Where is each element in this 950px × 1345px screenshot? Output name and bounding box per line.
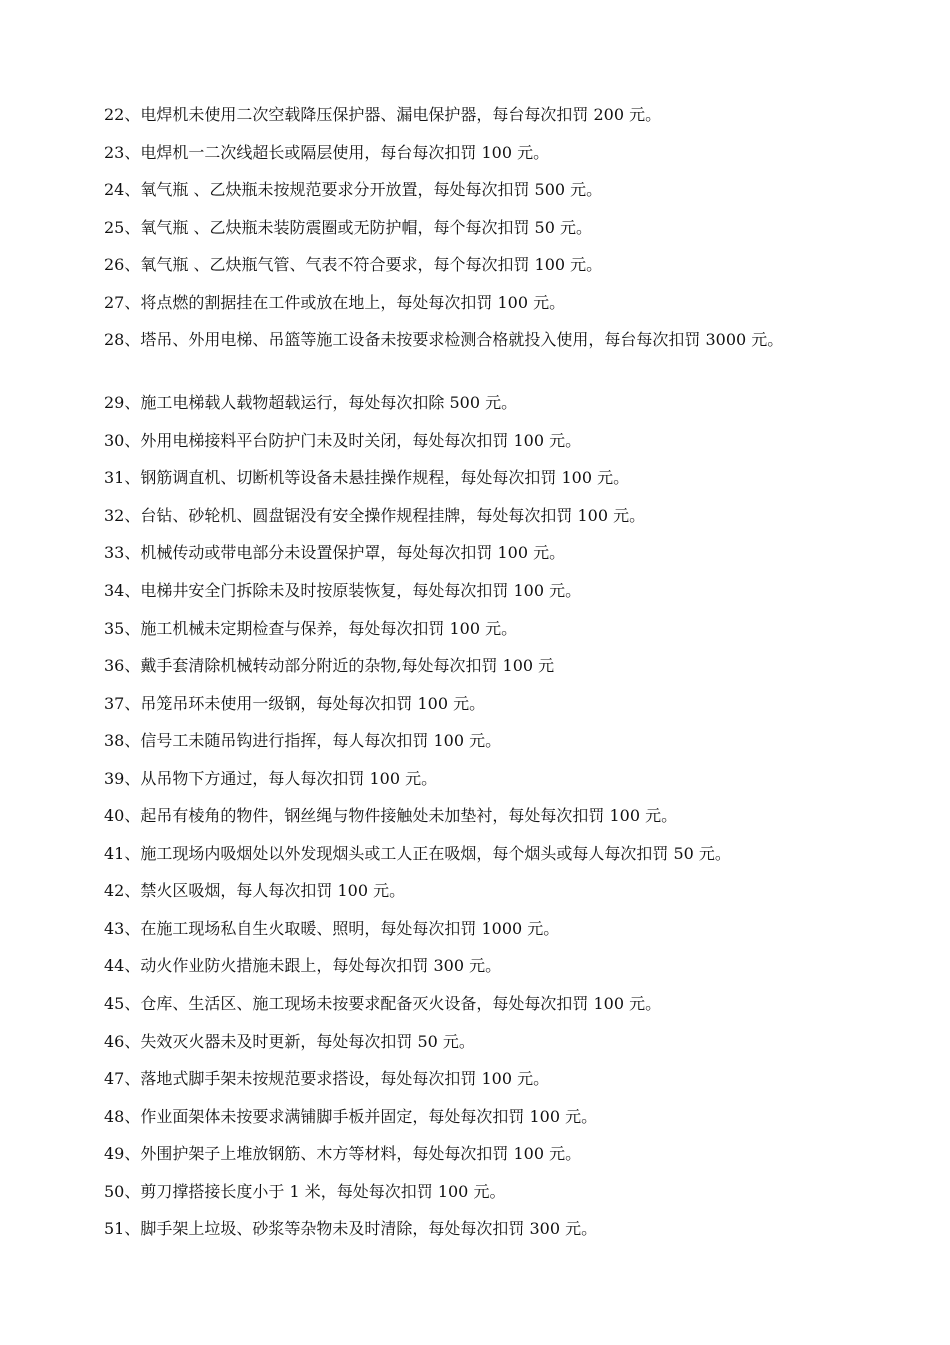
rule-number: 32 <box>104 505 125 525</box>
rule-text: 电焊机未使用二次空载降压保护器、漏电保护器，每台每次扣罚 200 元。 <box>140 105 662 124</box>
rule-number: 46 <box>104 1031 125 1051</box>
rule-number: 49 <box>104 1144 125 1164</box>
rule-number: 31 <box>104 468 125 488</box>
rule-item-24: 24 、 氧气瓶 、乙炔瓶未按规范要求分开放置，每处每次扣罚 500 元。 <box>104 178 864 216</box>
rule-number: 24 <box>104 180 125 200</box>
rule-number: 47 <box>104 1069 125 1089</box>
rule-number: 43 <box>104 918 125 938</box>
rule-number: 23 <box>104 142 125 162</box>
rule-item-36: 36 、 戴手套清除机械转动部分附近的杂物,每处每次扣罚 100 元 <box>104 654 864 692</box>
rule-text: 在施工现场私自生火取暖、照明，每处每次扣罚 1000 元。 <box>140 918 560 938</box>
rule-number: 30 <box>104 430 125 450</box>
rule-text: 施工现场内吸烟处以外发现烟头或工人正在吸烟，每个烟头或每人每次扣罚 50 元。 <box>140 843 731 863</box>
rule-item-48: 48 、 作业面架体未按要求满铺脚手板并固定，每处每次扣罚 100 元。 <box>104 1105 864 1143</box>
rule-item-46: 46 、 失效灭火器未及时更新，每处每次扣罚 50 元。 <box>104 1030 864 1068</box>
rule-text: 作业面架体未按要求满铺脚手板并固定，每处每次扣罚 100 元。 <box>140 1106 598 1126</box>
rule-item-32: 32 、 台钻、砂轮机、圆盘锯没有安全操作规程挂牌，每处每次扣罚 100 元。 <box>104 504 864 542</box>
rule-item-43: 43 、 在施工现场私自生火取暖、照明，每处每次扣罚 1000 元。 <box>104 917 864 955</box>
rule-number: 50 <box>104 1181 125 1201</box>
rule-text: 电焊机一二次线超长或隔层使用，每台每次扣罚 100 元。 <box>140 142 550 162</box>
rule-text: 禁火区吸烟，每人每次扣罚 100 元。 <box>140 881 406 901</box>
rule-number: 48 <box>104 1106 125 1126</box>
rule-item-26: 26 、 氧气瓶 、乙炔瓶气管、气表不符合要求，每个每次扣罚 100 元。 <box>104 253 864 291</box>
penalty-rule-list <box>104 103 864 1255</box>
rule-number: 35 <box>104 618 125 638</box>
rule-text: 脚手架上垃圾、砂浆等杂物未及时清除，每处每次扣罚 300 元。 <box>140 1219 598 1239</box>
rule-number: 45 <box>104 994 125 1014</box>
rule-text: 剪刀撑搭接长度小于 1 米，每处每次扣罚 100 元。 <box>140 1181 506 1201</box>
rule-text: 起吊有棱角的物件，钢丝绳与物件接触处未加垫衬，每处每次扣罚 100 元。 <box>140 806 678 826</box>
rule-number: 36 <box>104 656 125 676</box>
rule-item-38: 38 、 信号工未随吊钩进行指挥，每人每次扣罚 100 元。 <box>104 729 864 767</box>
rule-number: 37 <box>104 693 125 713</box>
rule-text: 吊笼吊环未使用一级钢，每处每次扣罚 100 元。 <box>140 693 486 713</box>
rule-text: 将点燃的割据挂在工件或放在地上，每处每次扣罚 100 元。 <box>140 292 566 312</box>
rule-text: 失效灭火器未及时更新，每处每次扣罚 50 元。 <box>140 1031 475 1051</box>
rule-text: 施工电梯载人载物超载运行，每处每次扣除 500 元。 <box>140 393 518 413</box>
rule-number: 44 <box>104 956 125 976</box>
rule-item-30: 30 、 外用电梯接料平台防护门未及时关闭，每处每次扣罚 100 元。 <box>104 429 864 467</box>
rule-text: 从吊物下方通过，每人每次扣罚 100 元。 <box>140 768 438 788</box>
rule-item-27: 27 、 将点燃的割据挂在工件或放在地上，每处每次扣罚 100 元。 <box>104 291 864 329</box>
rule-number: 26 <box>104 255 125 275</box>
rule-number: 25 <box>104 217 125 237</box>
rule-text: 仓库、生活区、施工现场未按要求配备灭火设备，每处每次扣罚 100 元。 <box>140 994 662 1014</box>
rule-text: 塔吊、外用电梯、吊篮等施工设备未按要求检测合格就投入使用，每台每次扣罚 3000 元。 <box>140 330 784 350</box>
rule-number: 51 <box>104 1219 125 1239</box>
rule-text: 落地式脚手架未按规范要求搭设，每处每次扣罚 100 元。 <box>140 1069 550 1089</box>
rule-item-41: 41 、 施工现场内吸烟处以外发现烟头或工人正在吸烟，每个烟头或每人每次扣罚 50 元。 <box>104 842 864 880</box>
rule-number: 38 <box>104 731 125 751</box>
rule-number: 27 <box>104 292 125 312</box>
rule-item-50: 50 、 剪刀撑搭接长度小于 1 米，每处每次扣罚 100 元。 <box>104 1180 864 1218</box>
rule-item-45: 45 、 仓库、生活区、施工现场未按要求配备灭火设备，每处每次扣罚 100 元。 <box>104 992 864 1030</box>
rule-text: 信号工未随吊钩进行指挥，每人每次扣罚 100 元。 <box>140 731 502 751</box>
rule-text: 氧气瓶 、乙炔瓶未装防震圈或无防护帽，每个每次扣罚 50 元。 <box>140 217 592 237</box>
rule-item-49: 49 、 外围护架子上堆放钢筋、木方等材料，每处每次扣罚 100 元。 <box>104 1142 864 1180</box>
rule-text: 氧气瓶 、乙炔瓶未按规范要求分开放置，每处每次扣罚 500 元。 <box>140 180 603 200</box>
rule-item-39: 39 、 从吊物下方通过，每人每次扣罚 100 元。 <box>104 767 864 805</box>
rule-item-29: 29 、 施工电梯载人载物超载运行，每处每次扣除 500 元。 <box>104 391 864 429</box>
rule-number: 22 <box>104 105 125 124</box>
rule-item-40: 40 、 起吊有棱角的物件，钢丝绳与物件接触处未加垫衬，每处每次扣罚 100 元。 <box>104 804 864 842</box>
rule-item-51: 51 、 脚手架上垃圾、砂浆等杂物未及时清除，每处每次扣罚 300 元。 <box>104 1217 864 1255</box>
rule-item-34: 34 、 电梯井安全门拆除未及时按原装恢复，每处每次扣罚 100 元。 <box>104 579 864 617</box>
rule-item-31: 31 、 钢筋调直机、切断机等设备未悬挂操作规程，每处每次扣罚 100 元。 <box>104 466 864 504</box>
rule-number: 28 <box>104 330 125 350</box>
rule-text: 电梯井安全门拆除未及时按原装恢复，每处每次扣罚 100 元。 <box>140 581 582 601</box>
rule-number: 39 <box>104 768 125 788</box>
rule-text: 外围护架子上堆放钢筋、木方等材料，每处每次扣罚 100 元。 <box>140 1144 582 1164</box>
rule-number: 34 <box>104 581 125 601</box>
rule-item-35: 35 、 施工机械未定期检查与保养，每处每次扣罚 100 元。 <box>104 617 864 655</box>
rule-text: 氧气瓶 、乙炔瓶气管、气表不符合要求，每个每次扣罚 100 元。 <box>140 255 603 275</box>
rule-item-44: 44 、 动火作业防火措施未跟上，每处每次扣罚 300 元。 <box>104 954 864 992</box>
rule-text: 施工机械未定期检查与保养，每处每次扣罚 100 元。 <box>140 618 518 638</box>
rule-number: 29 <box>104 393 125 413</box>
rule-item-23: 23 、 电焊机一二次线超长或隔层使用，每台每次扣罚 100 元。 <box>104 141 864 179</box>
rule-item-42: 42 、 禁火区吸烟，每人每次扣罚 100 元。 <box>104 879 864 917</box>
rule-number: 40 <box>104 806 125 826</box>
rule-text: 动火作业防火措施未跟上，每处每次扣罚 300 元。 <box>140 956 502 976</box>
rule-text: 机械传动或带电部分未设置保护罩，每处每次扣罚 100 元。 <box>140 543 566 563</box>
rule-text: 钢筋调直机、切断机等设备未悬挂操作规程，每处每次扣罚 100 元。 <box>140 468 630 488</box>
rule-text: 戴手套清除机械转动部分附近的杂物,每处每次扣罚 100 元 <box>140 656 555 676</box>
rule-item-37: 37 、 吊笼吊环未使用一级钢，每处每次扣罚 100 元。 <box>104 692 864 730</box>
rule-text: 台钻、砂轮机、圆盘锯没有安全操作规程挂牌，每处每次扣罚 100 元。 <box>140 505 646 525</box>
rule-item-22: 22 、 电焊机未使用二次空载降压保护器、漏电保护器，每台每次扣罚 200 元。 <box>104 103 864 141</box>
rule-item-25: 25 、 氧气瓶 、乙炔瓶未装防震圈或无防护帽，每个每次扣罚 50 元。 <box>104 216 864 254</box>
rule-item-28: 28 、 塔吊、外用电梯、吊篮等施工设备未按要求检测合格就投入使用，每台每次扣罚 3000 元。 <box>104 328 864 391</box>
rule-text: 外用电梯接料平台防护门未及时关闭，每处每次扣罚 100 元。 <box>140 430 582 450</box>
rule-number: 42 <box>104 881 125 901</box>
rule-number: 33 <box>104 543 125 563</box>
rule-item-33: 33 、 机械传动或带电部分未设置保护罩，每处每次扣罚 100 元。 <box>104 541 864 579</box>
rule-number: 41 <box>104 843 125 863</box>
rule-item-47: 47 、 落地式脚手架未按规范要求搭设，每处每次扣罚 100 元。 <box>104 1067 864 1105</box>
